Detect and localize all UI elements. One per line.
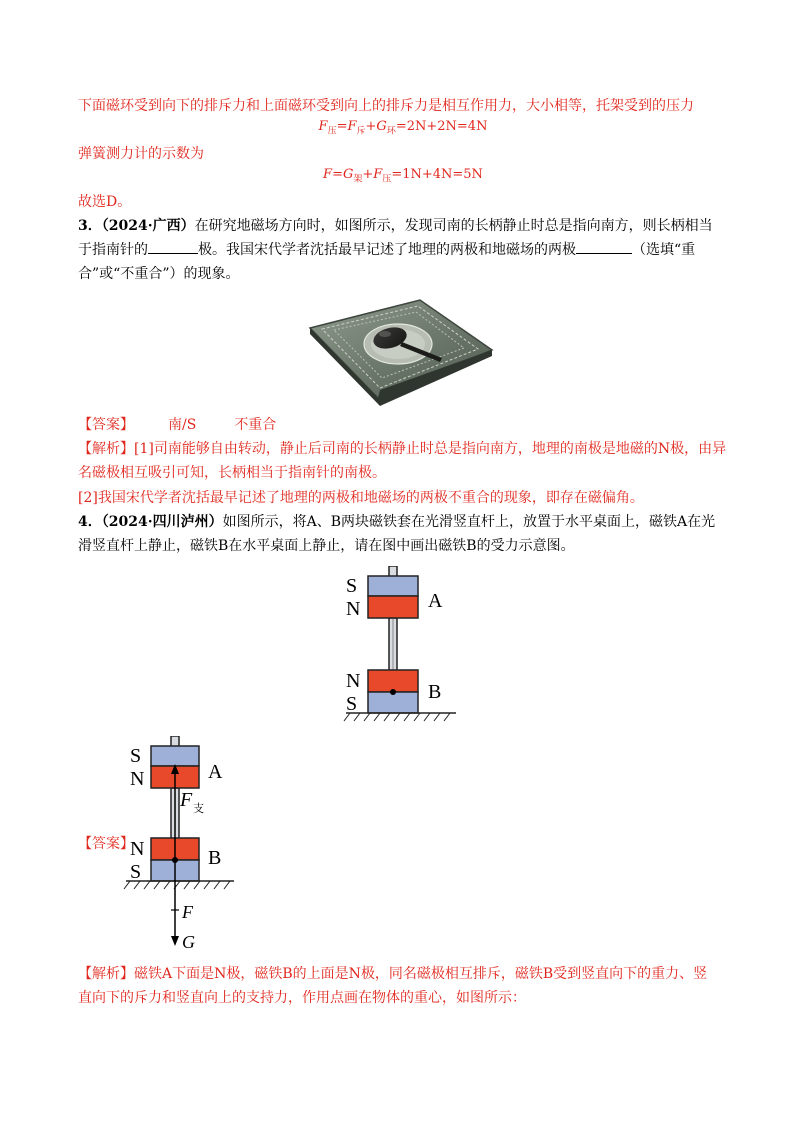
magnet-b-south (368, 692, 418, 713)
ans-label-b-s: S (130, 861, 142, 883)
ans-center-of-mass-dot (172, 857, 178, 863)
q3-blank-1[interactable] (148, 239, 198, 254)
q3-analysis-line-3: [2]我国宋代学者沈括最早记述了地理的两极和地磁场的两极不重合的现象，即存在磁偏角。 (78, 490, 644, 506)
ans-label-b-n: N (130, 838, 145, 860)
down-force-arrowhead (171, 936, 179, 946)
q3-stem-line-2: 于指南针的 极。我国宋代学者沈括最早记述了地理的两极和地磁场的两极 （选填“重 (78, 238, 728, 262)
label-b-n: N (346, 670, 361, 692)
magnet-b-north (368, 670, 418, 692)
magnet-a-north (368, 596, 418, 618)
analysis-label: 【解析】 (78, 441, 134, 457)
label-f-support: F (180, 789, 193, 811)
ans-label-a: A (208, 761, 223, 783)
q4-magnet-figure (336, 566, 464, 728)
prev-line-1: 下面磁环受到向下的排斥力和上面磁环受到向上的排斥力是相互作用力，大小相等，托架受到的压力 (78, 98, 694, 114)
ans-magnet-a-south (151, 746, 199, 766)
q3-analysis-line-1: 【解析】[1]司南能够自由转动，静止后司南的长柄静止时总是指向南方，地理的南极是地磁的N极，由异 (78, 441, 727, 457)
q3-answer: 【答案】 南/S 不重合 (78, 417, 277, 433)
sinan-compass-image (308, 298, 494, 408)
center-of-mass-dot (390, 689, 396, 695)
ans-label-a-n: N (130, 768, 145, 790)
table-hatching (344, 713, 450, 721)
ans-label-a-s: S (130, 745, 142, 767)
q3-stem-line-1: 3．（2024·广西）在研究地磁场方向时，如图所示，发现司南的长柄静止时总是指向南方，则长柄相当 (78, 218, 713, 234)
magnet-a-south (368, 576, 418, 596)
label-b: B (428, 681, 442, 703)
label-g: G (182, 932, 195, 952)
q3-analysis-line-2: 名磁极相互吸引可知，长柄相当于指南针的南极。 (78, 465, 386, 481)
q4-stem-line-2: 滑竖直杆上静止，磁铁B在水平桌面上静止，请在图中画出磁铁B的受力示意图。 (78, 538, 575, 554)
prev-line-2: 弹簧测力计的示数为 (78, 146, 204, 162)
formula-spring: $F=G_架+F_压=1N+4N=5N$ (323, 167, 483, 185)
q3-stem-line-3: 合”或“不重合”）的现象。 (78, 266, 240, 282)
q4-stem-line-1: 4．（2024·四川泸州）如图所示，将A、B两块磁铁套在光滑竖直杆上，放置于水平桌面上，磁铁A在光 (78, 514, 716, 530)
formula-pressure: $F_压=F_斥+G_环=2N+2N=4N$ (318, 119, 488, 137)
label-f-support-sub: 支 (193, 803, 204, 815)
label-a-n: N (346, 598, 361, 620)
label-f: F (182, 902, 193, 922)
q3-blank-2[interactable] (576, 239, 632, 254)
label-a: A (428, 590, 443, 612)
prev-line-3: 故选D。 (78, 194, 132, 210)
label-a-s: S (346, 575, 358, 597)
q4-answer-label: 【答案】 (78, 836, 134, 852)
q4-answer-figure (122, 736, 242, 954)
q4-analysis-line-1: 【解析】磁铁A下面是N极，磁铁B的上面是N极，同名磁极相互排斥，磁铁B受到竖直向下的重力、竖 (78, 966, 708, 982)
q4-analysis-line-2: 直向下的斥力和竖直向上的支持力，作用点画在物体的重心，如图所示： (78, 990, 526, 1006)
analysis-label: 【解析】 (78, 966, 134, 982)
label-b-s: S (346, 693, 358, 715)
ans-label-b: B (208, 847, 222, 869)
answer-label: 【答案】 (78, 417, 134, 433)
